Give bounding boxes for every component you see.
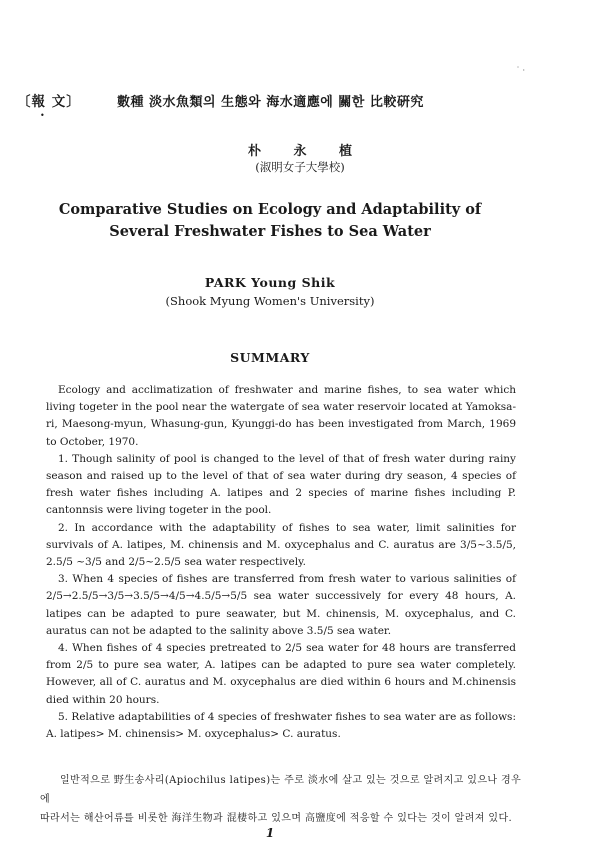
korean-intro-line-1: 일반적으로 野生송사리(Apiochilus latipes)는 주로 淡水에 살고 있는 것으로 알려지고 있으나 경우에 — [40, 775, 522, 805]
page-number: 1 — [265, 826, 275, 840]
english-title — [0, 199, 540, 243]
article-type-tag: 〔報 文〕 — [17, 94, 81, 110]
korean-affiliation: (淑明女子大學校) — [255, 160, 345, 174]
english-title-line-2: Several Freshwater Fishes to Sea Water — [109, 223, 431, 240]
summary-intro: Ecology and acclimatization of freshwater and marine fishes, to sea water which living togeter in the pool near the watergate of sea water reservoir located at Yamoksa-ri, Maesong-myun, Whasung-gun, Kyunggi-do has been investigated from March, 1969 to October, 1970. — [46, 384, 516, 448]
korean-author-family: 朴 — [247, 144, 261, 159]
english-affiliation: (Shook Myung Women's University) — [165, 294, 375, 308]
scan-mark: ˙ · — [516, 66, 526, 75]
english-title-line-1: Comparative Studies on Ecology and Adaptability of — [58, 201, 482, 218]
summary-item-5: 5. Relative adaptabilities of 4 species of freshwater fishes to sea water are as follows: A. latipes> M. chinensis> M. oxycephalus> C. auratus. — [46, 710, 516, 741]
korean-intro-text — [40, 771, 525, 828]
english-author: PARK Young Shik — [204, 275, 336, 290]
summary-item-1: 1. Though salinity of pool is changed to the level of that of fresh water during rainy season and raised up to the level of that of sea water during dry season, 4 species of fresh water fishes including A. latipes and 2 species of marine fishes including P. cantonnsis were living togeter in the pool. — [46, 452, 516, 517]
korean-title: 數種 淡水魚類의 生態와 海水適應에 關한 比較硏究 — [117, 95, 424, 110]
korean-author-given-2: 植 — [339, 144, 353, 159]
korean-author — [0, 140, 600, 159]
korean-author-given-1: 永 — [293, 144, 307, 159]
summary-heading: SUMMARY — [230, 350, 310, 365]
summary-item-4: 4. When fishes of 4 species pretreated to 2/5 sea water for 48 hours are transferred from 2/5 to pure sea water, A. latipes can be adapted to pure sea water completely. However, all of C. auratus and M. oxycephalus are died within 6 hours and M.chinensis died within 20 hours. — [46, 642, 516, 706]
bullet-mark: • — [40, 111, 45, 120]
summary-item-3: 3. When 4 species of fishes are transferred from fresh water to various salinities of 2/5→2.5/5→3/5→3.5/5→4/5→4.5/5→5/5 sea water successively for every 48 hours, A. latipes can be adapted to pure seawater, but M. chinensis, M. oxycephalus, and C. auratus can not be adapted to the salinity above 3.5/5 sea water. — [46, 573, 516, 637]
korean-intro-line-2: 따라서는 해산어류를 비롯한 海洋生物과 混棲하고 있으며 高鹽度에 적응할 수 있다는 것이 알려져 있다. — [40, 813, 513, 824]
summary-item-2: 2. In accordance with the adaptability of fishes to sea water, limit salinities for survivals of A. latipes, M. chinensis and M. oxycephalus and C. auratus are 3/5~3.5/5, 2.5/5 ~3/5 and 2/5~2.5/5 sea water respectively. — [46, 521, 516, 569]
summary-body — [46, 382, 516, 743]
